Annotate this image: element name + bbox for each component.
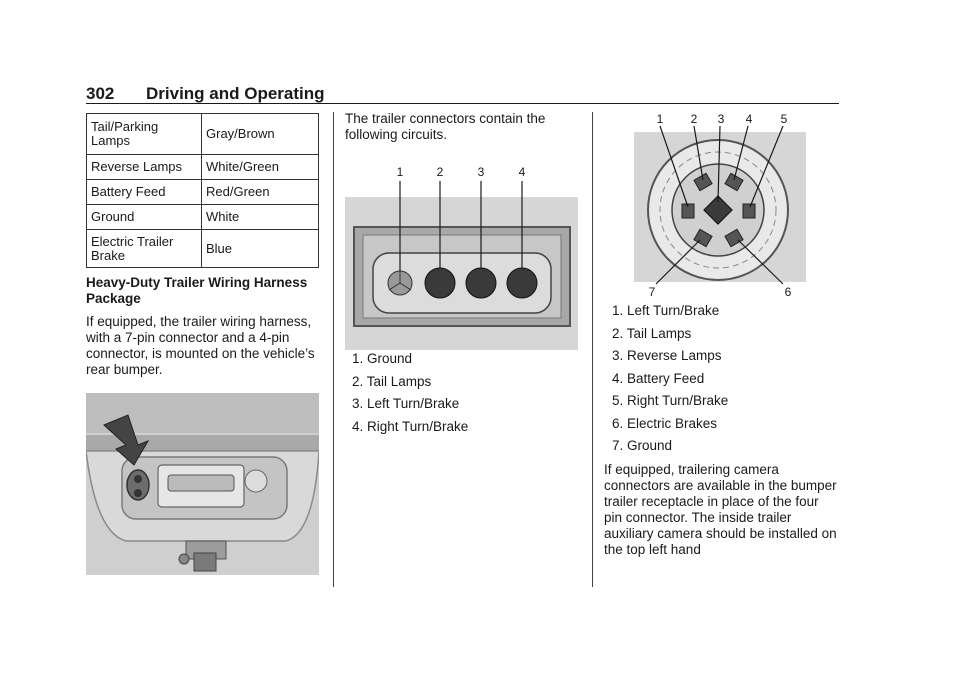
table-cell-color: Red/Green — [202, 180, 319, 205]
callout-label: 1 — [396, 165, 404, 179]
rear-bumper-illustration — [86, 393, 319, 575]
list-item: 5. Right Turn/Brake — [612, 393, 729, 408]
list-item: 1. Left Turn/Brake — [612, 303, 720, 318]
section-title: Driving and Operating — [146, 84, 325, 103]
list-item: 3. Left Turn/Brake — [352, 396, 460, 411]
table-row — [87, 230, 319, 268]
list-item: 2. Tail Lamps — [352, 373, 432, 389]
callout-label: 6 — [784, 285, 792, 299]
table-row — [87, 155, 319, 180]
callout-label: 5 — [780, 112, 788, 126]
column-divider-2 — [592, 112, 593, 587]
body-paragraph: If equipped, the trailer wiring harness, with a 7-pin connector and a 4-pin connector, is mounted on the vehicle’s rear bumper. — [86, 314, 315, 377]
table-cell-circuit: Electric Trailer Brake — [87, 230, 202, 268]
table-cell-color: White — [202, 205, 319, 230]
body-paragraph: If equipped, trailering camera connectors are available in the bumper trailer receptacle in place of the four pin connector. The inside trailer auxiliary camera should be installed on the top left hand — [604, 462, 837, 557]
table-cell-circuit: Ground — [87, 205, 202, 230]
callout-label: 4 — [518, 165, 526, 179]
table-cell-circuit: Battery Feed — [87, 180, 202, 205]
callout-label: 7 — [648, 285, 656, 299]
callout-label: 3 — [477, 165, 485, 179]
section-heading: Heavy-Duty Trailer Wiring Harness Package — [86, 275, 308, 306]
list-item: 4. Right Turn/Brake — [352, 418, 469, 434]
connector-legend-list — [352, 348, 468, 438]
list-item: 2. Tail Lamps — [612, 325, 692, 341]
table-cell-color: White/Green — [202, 155, 319, 180]
list-item: 7. Ground — [612, 438, 673, 453]
callout-label: 2 — [436, 165, 444, 179]
circuit-color-table — [86, 113, 319, 268]
callout-label: 2 — [690, 112, 698, 126]
table-cell-color: Blue — [202, 230, 319, 268]
four-pin-connector-illustration — [345, 163, 578, 350]
list-item: 1. Ground — [352, 351, 413, 366]
page-header — [86, 84, 839, 104]
table-cell-circuit: Tail/Parking Lamps — [87, 114, 202, 155]
callout-label: 1 — [656, 112, 664, 126]
body-paragraph: The trailer connectors contain the following circuits. — [345, 111, 546, 142]
table-row — [87, 114, 319, 155]
column-divider-1 — [333, 112, 334, 587]
list-item: 4. Battery Feed — [612, 370, 705, 386]
seven-pin-legend-list — [612, 300, 728, 458]
list-item: 3. Reverse Lamps — [612, 348, 722, 363]
callout-label: 3 — [717, 112, 725, 126]
table-row — [87, 205, 319, 230]
table-cell-circuit: Reverse Lamps — [87, 155, 202, 180]
table-row — [87, 180, 319, 205]
page-number: 302 — [86, 84, 115, 103]
callout-label: 4 — [745, 112, 753, 126]
seven-pin-connector-illustration — [628, 112, 806, 302]
table-cell-color: Gray/Brown — [202, 114, 319, 155]
list-item: 6. Electric Brakes — [612, 415, 718, 431]
header-rule — [86, 103, 839, 104]
